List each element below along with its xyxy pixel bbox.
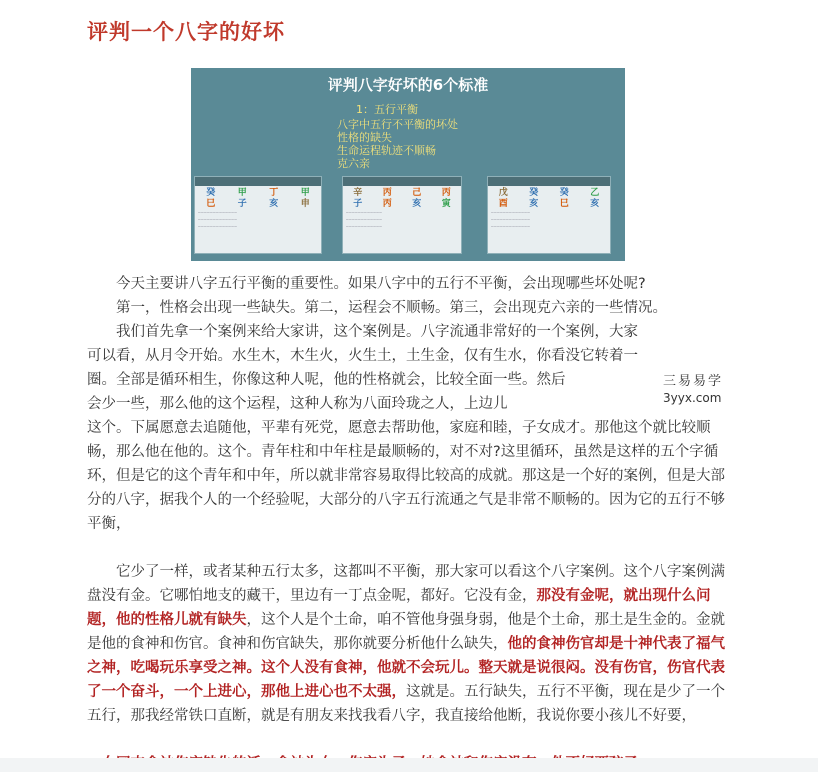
paragraph-text: 会少一些，那么他的这个运程，这种人称为八面玲珑之人，上边儿 <box>87 396 508 412</box>
paragraph: 今天主要讲八字五行平衡的重要性。如果八字中的五行不平衡，会出现哪些坏处呢? <box>116 276 646 292</box>
slide-subtitle: 1：五行平衡 <box>356 103 418 116</box>
chart-branch: 巳 <box>206 199 216 209</box>
chart-stem: 丙 <box>382 188 392 198</box>
watermark-url: 3yyx.com <box>659 391 725 405</box>
chart-branch: 亥 <box>412 199 422 209</box>
chart-branch: 巳 <box>559 199 569 209</box>
chart-branch: 申 <box>300 199 310 209</box>
emphasis-text: 那没有金呢，就出现什么问题，他的性格儿就有缺失 <box>87 588 711 628</box>
paragraph-text: 我们首先拿一个案例来给大家讲，这个案例是。八字流通非常好的一个案例，大家可以看，从月令开始。水生木，木生火，火生土，土生金，仅有生水，你看没它转着一圈。全部是循环相生，你像这种人呢，他的性格就会，比较全面一些。然后 <box>87 324 638 388</box>
chart-branch: 亥 <box>269 199 279 209</box>
chart-stem: 甲 <box>300 188 310 198</box>
chart-stem: 己 <box>412 188 422 198</box>
chart-stem: 癸 <box>559 188 569 198</box>
paragraph <box>87 320 647 392</box>
paragraph-text: 这个。下属愿意去追随他，平辈有死党，愿意去帮助他，家庭和睦，子女成才。那他这个就比较顺畅，那么他在他的。这个。青年柱和中年柱是最顺畅的，对不对?这里循环，虽然是这样的五个字循环，但是它的这个青年和中年，所以就非常容易取得比较高的成就。那这是一个好的案例，但是大部分的八字，据我个人的一个经验呢，大部分的八字五行流通之气是非常不顺畅的。因为它的五行不够平衡， <box>87 420 725 532</box>
chart-stem: 丁 <box>269 188 279 198</box>
slide-point: 性格的缺失 <box>337 131 392 144</box>
chart-stem: 丙 <box>441 188 451 198</box>
paragraph: 第一，性格会出现一些缺失。第二，运程会不顺畅。第三，会出现克六亲的一些情况。 <box>116 300 667 316</box>
chart-stem: 乙 <box>590 188 600 198</box>
chart-branch: 子 <box>237 199 247 209</box>
chart-stem: 戊 <box>498 188 508 198</box>
paragraph <box>87 392 547 416</box>
paragraph-text: 它少了一样，或者某种五行太多，这都叫不平衡，那大家可以看这个八字案例。这个八字案例满盘没有金。它哪怕地支的藏干，里边有一丁点金呢，都好。它没有金， <box>87 564 725 604</box>
bazi-chart: 辛 丙 己 丙 子 丙 亥 寅 ┈┈┈┈┈┈┈┈┈┈┈┈ ┈┈┈┈┈┈┈┈┈┈┈┈ ┈┈┈┈┈┈┈┈┈┈┈┈ <box>342 176 462 254</box>
paragraph-text: ，这个人是个土命，咱不管他身强身弱，他是个土命，那土是生金的。金就是他的食神和伤官。食神和伤官缺失，那你就要分析他什么缺失， <box>87 612 725 652</box>
slide-title: 评判八字好坏的6个标准 <box>327 76 489 94</box>
bottom-bar <box>0 758 818 772</box>
chart-branch: 寅 <box>441 199 451 209</box>
article-title: 评判一个八字的好坏 <box>87 20 285 44</box>
bazi-chart: 戊 癸 癸 乙 酉 亥 巳 亥 ┈┈┈┈┈┈┈┈┈┈┈┈┈ ┈┈┈┈┈┈┈┈┈┈┈┈┈ ┈┈┈┈┈┈┈┈┈┈┈┈┈ <box>487 176 611 254</box>
slide-point: 生命运程轨迹不顺畅 <box>337 144 436 157</box>
bazi-chart: 癸 甲 丁 甲 巳 子 亥 申 ┈┈┈┈┈┈┈┈┈┈┈┈┈ ┈┈┈┈┈┈┈┈┈┈┈┈┈ ┈┈┈┈┈┈┈┈┈┈┈┈┈ <box>194 176 322 254</box>
paragraph <box>87 416 727 536</box>
emphasis-text: 他的食神伤官却是十神代表了福气之神，吃喝玩乐享受之神。这个人没有食神，他就不会玩儿。整天就是说很闷。没有伤官，伤官代表了一个奋斗，一个上进心，那他上进心也不太强， <box>87 636 725 700</box>
chart-branch: 子 <box>353 199 363 209</box>
chart-branch: 丙 <box>382 199 392 209</box>
chart-branch: 酉 <box>498 199 508 209</box>
paragraph-text: 这就是。五行缺失，五行不平衡，现在是少了一个五行，那我经常铁口直断，就是有朋友来找我看八字，我直接给他断，我说你要小孩儿不好要， <box>87 684 725 724</box>
chart-branch: 亥 <box>590 199 600 209</box>
slide-point: 克六亲 <box>337 157 370 170</box>
chart-stem: 辛 <box>353 188 363 198</box>
chart-stem: 甲 <box>237 188 247 198</box>
paragraph <box>87 560 727 728</box>
watermark-name: 三易易学 <box>659 370 727 389</box>
slide-point: 八字中五行不平衡的坏处 <box>337 118 458 131</box>
chart-stem: 癸 <box>529 188 539 198</box>
chart-branch: 亥 <box>529 199 539 209</box>
chart-stem: 癸 <box>206 188 216 198</box>
slide-image <box>191 68 625 261</box>
